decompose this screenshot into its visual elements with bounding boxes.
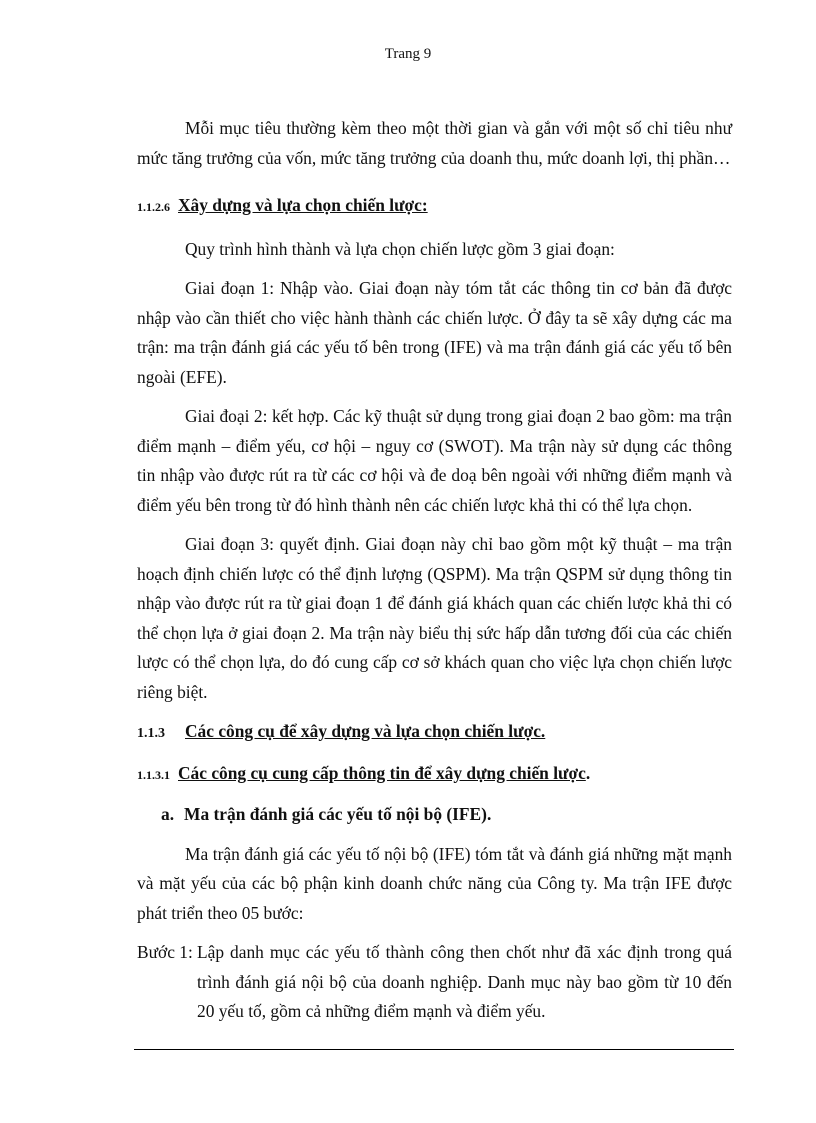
section-title: Các công cụ để xây dựng và lựa chọn chiến lược. [185,721,546,741]
section-heading-1126 [137,191,732,223]
section-heading-113 [137,717,732,749]
section-number: 1.1.2.6 [137,200,170,214]
section-title: Xây dựng và lựa chọn chiến lược: [178,195,428,215]
page-number: Trang 9 [384,46,432,62]
paragraph-stage-2: Giai đoại 2: kết hợp. Các kỹ thuật sử dụng trong giai đoạn 2 bao gồm: ma trận điểm mạnh – điểm yếu, cơ hội – nguy cơ (SWOT). Ma trận này sử dụng các thông tin nhập vào được rút ra từ các cơ hội và đe doạ bên ngoài với những điểm mạnh và điểm yếu bên trong từ đó hình thành nên các chiến lược khả thi có thể lựa chọn. [137,406,732,515]
subsection-title: Ma trận đánh giá các yếu tố nội bộ (IFE). [184,804,492,824]
subsection-heading-a [161,800,732,830]
section-number: 1.1.3.1 [137,767,170,782]
footer-rule [134,1049,734,1050]
step-item [137,938,732,1027]
intro-paragraph: Mỗi mục tiêu thường kèm theo một thời gian và gắn với một số chỉ tiêu như mức tăng trưởng của vốn, mức tăng trưởng của doanh thu, mức doanh lợi, thị phần… [137,118,732,168]
subsection-letter: a. [161,804,175,824]
paragraph-process: Quy trình hình thành và lựa chọn chiến lược gồm 3 giai đoạn: [185,238,615,259]
document-body [137,114,732,1027]
paragraph-stage-3: Giai đoạn 3: quyết định. Giai đoạn này chỉ bao gồm một kỹ thuật – ma trận hoạch định chiến lược có thể định lượng (QSPM). Ma trận QSPM sử dụng thông tin nhập vào được rút ra từ giai đoạn 1 để đánh giá khách quan các chiến lược khả thi có thể chọn lựa ở giai đoạn 2. Ma trận này biểu thị sức hấp dẫn tương đối của các chiến lược có thể chọn lựa, do đó cung cấp cơ sở khách quan cho việc lựa chọn chiến lược riêng biệt. [137,534,732,702]
section-heading-1131: 1.1.3.1 Các công cụ cung cấp thông tin để xây dựng chiến lược. [137,762,591,783]
step-text: Lập danh mục các yếu tố thành công then chốt như đã xác định trong quá trình đánh giá nội bộ của doanh nghiệp. Danh mục này bao gồm từ 10 đến 20 yếu tố, gồm cả những điểm mạnh và điểm yếu. [197,942,732,1021]
paragraph-ife: Ma trận đánh giá các yếu tố nội bộ (IFE) tóm tắt và đánh giá những mặt mạnh và mặt yếu của các bộ phận kinh doanh chức năng của Công ty. Ma trận IFE được phát triển theo 05 bước: [137,843,732,923]
section-number: 1.1.3 [137,726,165,741]
paragraph-stage-1: Giai đoạn 1: Nhập vào. Giai đoạn này tóm tắt các thông tin cơ bản đã được nhập vào cần thiết cho việc hành thành các chiến lược. Ở đây ta sẽ xây dựng các ma trận: ma trận đánh giá các yếu tố bên trong (IFE) và ma trận đánh giá các yếu tố bên ngoài (EFE). [137,278,732,387]
step-label: Bước 1: [137,942,193,962]
section-title: Các công cụ cung cấp thông tin để xây dựng chiến lược [178,762,586,783]
